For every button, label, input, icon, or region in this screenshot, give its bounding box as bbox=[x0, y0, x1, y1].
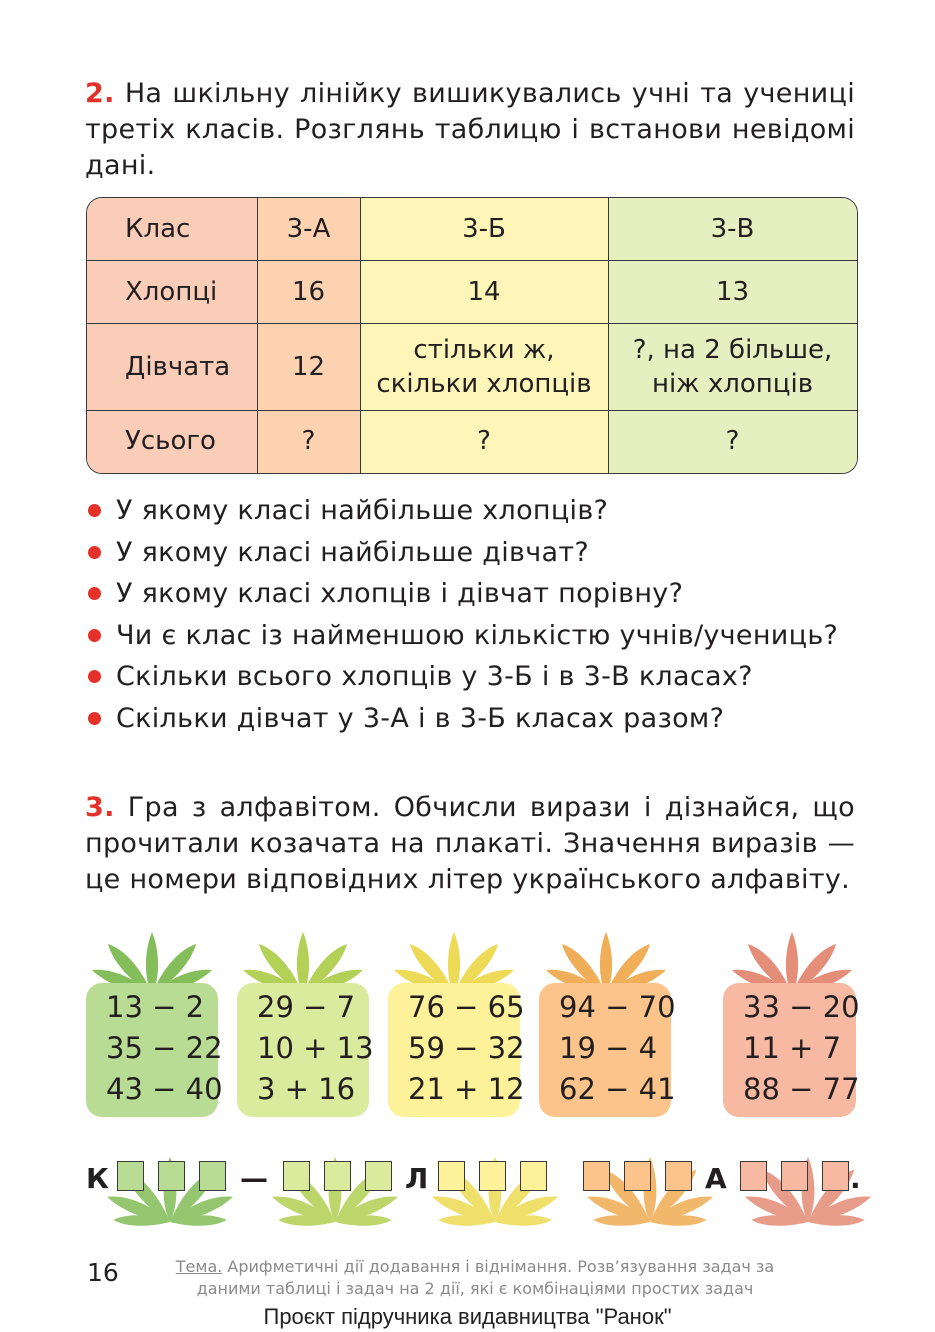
answer-letter-a: А bbox=[705, 1162, 727, 1195]
expression: 59 − 32 bbox=[408, 1031, 525, 1065]
answer-box[interactable] bbox=[479, 1161, 506, 1191]
question-list bbox=[88, 492, 868, 741]
table-header-3a: 3-А bbox=[286, 214, 331, 244]
expression: 43 − 40 bbox=[106, 1072, 223, 1106]
bullet-icon bbox=[88, 629, 101, 642]
answer-box[interactable] bbox=[365, 1161, 392, 1191]
answer-box[interactable] bbox=[665, 1161, 692, 1191]
expression: 3 + 16 bbox=[257, 1072, 356, 1106]
lesson-topic bbox=[150, 1256, 800, 1300]
expression-card-2 bbox=[237, 983, 374, 1117]
bullet-icon bbox=[88, 546, 101, 559]
list-item: У якому класі найбільше хлопців? bbox=[88, 492, 868, 534]
expression: 10 + 13 bbox=[257, 1031, 374, 1065]
table-cell: 14 bbox=[467, 276, 501, 307]
expression-card-1 bbox=[86, 983, 223, 1117]
answer-box[interactable] bbox=[283, 1161, 310, 1191]
table-cell: 12 bbox=[291, 351, 326, 382]
answer-box[interactable] bbox=[781, 1161, 808, 1191]
bullet-icon bbox=[88, 504, 101, 517]
bullet-icon bbox=[88, 587, 101, 600]
expression: 76 − 65 bbox=[408, 990, 525, 1024]
table-cell: ? bbox=[301, 426, 316, 456]
list-item: Скільки дівчат у 3-А і в 3-Б класах разом? bbox=[88, 700, 868, 742]
table-cell: 13 bbox=[715, 276, 750, 307]
bullet-icon bbox=[88, 670, 101, 683]
task-2-text bbox=[85, 76, 855, 184]
answer-box[interactable] bbox=[624, 1161, 651, 1191]
list-item: Чи є клас із найменшою кількістю учнів/учениць? bbox=[88, 617, 868, 659]
expression: 13 − 2 bbox=[106, 990, 205, 1024]
answer-box[interactable] bbox=[324, 1161, 351, 1191]
answer-box[interactable] bbox=[520, 1161, 547, 1191]
expression: 88 − 77 bbox=[743, 1072, 860, 1106]
answer-box[interactable] bbox=[158, 1161, 185, 1191]
table-row-label: Усього bbox=[125, 426, 216, 456]
table-cell: ? bbox=[725, 426, 740, 456]
table-header-3b: 3-Б bbox=[462, 214, 506, 244]
task-3-statement: Гра з алфавітом. Обчисли вирази і дізнайся, що прочитали козачата на плакаті. Значення виразів — це номери відповідних літер українського алфавіту. bbox=[85, 792, 855, 895]
expression: 21 + 12 bbox=[408, 1072, 525, 1106]
task-3-text bbox=[85, 790, 855, 898]
table-cell: стільки ж, скільки хлопців bbox=[376, 334, 592, 399]
expression: 62 − 41 bbox=[559, 1072, 676, 1106]
answer-letter-k: К bbox=[86, 1162, 109, 1195]
table-cell: ?, на 2 більше, ніж хлопців bbox=[632, 334, 833, 399]
expression: 11 + 7 bbox=[743, 1031, 842, 1065]
page-number: 16 bbox=[87, 1258, 119, 1287]
expression: 94 − 70 bbox=[559, 990, 676, 1024]
answer-box[interactable] bbox=[740, 1161, 767, 1191]
publisher-note: Проєкт підручника видавництва "Ранок" bbox=[263, 1304, 672, 1329]
expression-card-4 bbox=[539, 983, 676, 1117]
task-3-number: 3. bbox=[85, 792, 115, 823]
expression: 29 − 7 bbox=[257, 990, 356, 1024]
table-header-3v: 3-В bbox=[710, 214, 755, 244]
answer-dash: — bbox=[240, 1162, 268, 1195]
bullet-icon bbox=[88, 712, 101, 725]
class-table bbox=[86, 197, 858, 474]
expression: 35 − 22 bbox=[106, 1031, 223, 1065]
answer-letter-l: Л bbox=[405, 1162, 429, 1195]
answer-box[interactable] bbox=[822, 1161, 849, 1191]
table-header-class: Клас bbox=[125, 214, 191, 244]
expression-card-3 bbox=[388, 983, 525, 1117]
expression: 33 − 20 bbox=[743, 990, 860, 1024]
table-row-label: Дівчата bbox=[125, 351, 231, 382]
answer-box[interactable] bbox=[583, 1161, 610, 1191]
expression-card-5 bbox=[723, 983, 860, 1117]
list-item: У якому класі найбільше дівчат? bbox=[88, 534, 868, 576]
list-item: У якому класі хлопців і дівчат порівну? bbox=[88, 575, 868, 617]
task-2-statement: На шкільну лінійку вишикувались учні та учениці третіх класів. Розглянь таблицю і встанови невідомі дані. bbox=[85, 78, 855, 181]
topic-label: Тема. bbox=[175, 1257, 223, 1276]
expression: 19 − 4 bbox=[559, 1031, 658, 1065]
task-2-number: 2. bbox=[85, 78, 115, 109]
table-cell: 16 bbox=[291, 276, 326, 307]
topic-text: Арифметичні дії додавання і віднімання. Розв’язування задач за даними таблиці і задач на 2 дії, які є комбінаціями простих задач bbox=[196, 1257, 775, 1298]
table-cell: ? bbox=[477, 426, 491, 456]
table-row-label: Хлопці bbox=[125, 276, 218, 307]
answer-box[interactable] bbox=[438, 1161, 465, 1191]
answer-period: . bbox=[850, 1162, 861, 1195]
answer-box[interactable] bbox=[117, 1161, 144, 1191]
answer-box[interactable] bbox=[199, 1161, 226, 1191]
list-item: Скільки всього хлопців у 3-Б і в 3-В класах? bbox=[88, 658, 868, 700]
